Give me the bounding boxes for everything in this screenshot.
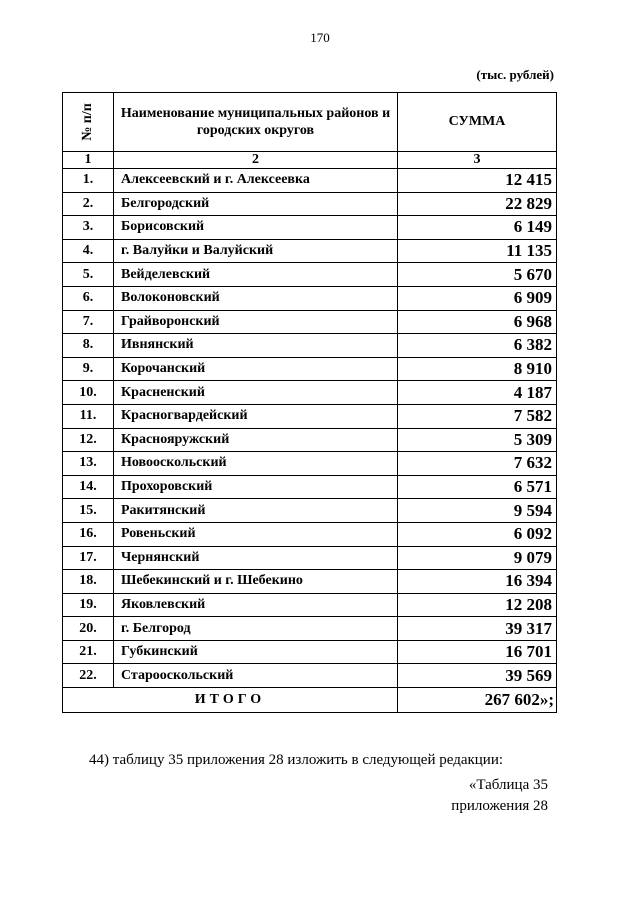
row-number: 15. bbox=[63, 499, 114, 523]
row-number: 5. bbox=[63, 263, 114, 287]
row-name: Шебекинский и г. Шебекино bbox=[114, 570, 398, 594]
row-number: 8. bbox=[63, 334, 114, 358]
row-number: 6. bbox=[63, 286, 114, 310]
row-name: г. Белгород bbox=[114, 617, 398, 641]
row-sum: 5 670 bbox=[398, 263, 557, 287]
table-row bbox=[63, 357, 557, 381]
row-sum: 39 317 bbox=[398, 617, 557, 641]
row-number: 12. bbox=[63, 428, 114, 452]
row-sum: 8 910 bbox=[398, 357, 557, 381]
table-row bbox=[63, 593, 557, 617]
row-number: 4. bbox=[63, 239, 114, 263]
table-row bbox=[63, 617, 557, 641]
row-name: Грайворонский bbox=[114, 310, 398, 334]
total-sum: 267 602»; bbox=[398, 688, 557, 713]
row-name: Краснояружский bbox=[114, 428, 398, 452]
column-number: 3 bbox=[398, 152, 557, 169]
header-name: Наименование муниципальных районов и городских округов bbox=[114, 93, 398, 152]
row-sum: 39 569 bbox=[398, 664, 557, 688]
table-row bbox=[63, 664, 557, 688]
row-sum: 5 309 bbox=[398, 428, 557, 452]
row-number: 22. bbox=[63, 664, 114, 688]
row-name: Красногвардейский bbox=[114, 404, 398, 428]
row-name: Ракитянский bbox=[114, 499, 398, 523]
row-name: Ровеньский bbox=[114, 522, 398, 546]
row-number: 18. bbox=[63, 570, 114, 594]
row-sum: 6 909 bbox=[398, 286, 557, 310]
header-sum: СУММА bbox=[398, 93, 557, 152]
row-number: 20. bbox=[63, 617, 114, 641]
row-name: г. Валуйки и Валуйский bbox=[114, 239, 398, 263]
row-name: Борисовский bbox=[114, 216, 398, 240]
row-sum: 16 701 bbox=[398, 640, 557, 664]
row-name: Алексеевский и г. Алексеевка bbox=[114, 169, 398, 193]
table-row bbox=[63, 570, 557, 594]
row-sum: 16 394 bbox=[398, 570, 557, 594]
row-number: 11. bbox=[63, 404, 114, 428]
row-number: 3. bbox=[63, 216, 114, 240]
header-number bbox=[63, 93, 114, 152]
table-row bbox=[63, 428, 557, 452]
table-row bbox=[63, 381, 557, 405]
row-number: 21. bbox=[63, 640, 114, 664]
column-number: 1 bbox=[63, 152, 114, 169]
column-number-row bbox=[63, 152, 557, 169]
row-number: 2. bbox=[63, 192, 114, 216]
row-sum: 6 149 bbox=[398, 216, 557, 240]
row-name: Ивнянский bbox=[114, 334, 398, 358]
row-number: 16. bbox=[63, 522, 114, 546]
total-row bbox=[63, 688, 557, 713]
row-sum: 22 829 bbox=[398, 192, 557, 216]
row-number: 17. bbox=[63, 546, 114, 570]
row-sum: 9 079 bbox=[398, 546, 557, 570]
table-reference-line: приложения 28 bbox=[451, 798, 548, 814]
row-number: 10. bbox=[63, 381, 114, 405]
instruction-text: 44) таблицу 35 приложения 28 изложить в следующей редакции: bbox=[89, 752, 504, 768]
total-label: ИТОГО bbox=[63, 688, 398, 713]
row-name: Корочанский bbox=[114, 357, 398, 381]
row-name: Волоконовский bbox=[114, 286, 398, 310]
table-row bbox=[63, 334, 557, 358]
row-number: 9. bbox=[63, 357, 114, 381]
table-reference bbox=[451, 775, 548, 817]
row-name: Губкинский bbox=[114, 640, 398, 664]
header-number-label: № п/п bbox=[80, 103, 95, 141]
row-name: Новооскольский bbox=[114, 452, 398, 476]
row-name: Старооскольский bbox=[114, 664, 398, 688]
row-number: 13. bbox=[63, 452, 114, 476]
table-row bbox=[63, 169, 557, 193]
row-name: Красненский bbox=[114, 381, 398, 405]
row-sum: 4 187 bbox=[398, 381, 557, 405]
row-sum: 9 594 bbox=[398, 499, 557, 523]
table-row bbox=[63, 475, 557, 499]
table-row bbox=[63, 546, 557, 570]
row-sum: 12 415 bbox=[398, 169, 557, 193]
table-row bbox=[63, 404, 557, 428]
table-row bbox=[63, 499, 557, 523]
table-row bbox=[63, 452, 557, 476]
row-sum: 6 571 bbox=[398, 475, 557, 499]
table-row bbox=[63, 310, 557, 334]
row-name: Яковлевский bbox=[114, 593, 398, 617]
row-name: Чернянский bbox=[114, 546, 398, 570]
row-number: 19. bbox=[63, 593, 114, 617]
budget-table bbox=[62, 92, 557, 713]
page-number: 170 bbox=[310, 30, 330, 45]
row-name: Белгородский bbox=[114, 192, 398, 216]
table-row bbox=[63, 263, 557, 287]
column-number: 2 bbox=[114, 152, 398, 169]
units-label: (тыс. рублей) bbox=[476, 67, 554, 82]
row-sum: 7 632 bbox=[398, 452, 557, 476]
table-row bbox=[63, 286, 557, 310]
row-sum: 6 968 bbox=[398, 310, 557, 334]
table-row bbox=[63, 522, 557, 546]
row-number: 7. bbox=[63, 310, 114, 334]
row-sum: 6 382 bbox=[398, 334, 557, 358]
row-number: 1. bbox=[63, 169, 114, 193]
row-sum: 12 208 bbox=[398, 593, 557, 617]
table-header-row bbox=[63, 93, 557, 152]
table-body bbox=[63, 169, 557, 688]
row-sum: 11 135 bbox=[398, 239, 557, 263]
table-row bbox=[63, 192, 557, 216]
row-name: Прохоровский bbox=[114, 475, 398, 499]
row-sum: 7 582 bbox=[398, 404, 557, 428]
table-row bbox=[63, 640, 557, 664]
table-reference-line: «Таблица 35 bbox=[468, 777, 548, 793]
table-row bbox=[63, 216, 557, 240]
table-row bbox=[63, 239, 557, 263]
row-sum: 6 092 bbox=[398, 522, 557, 546]
row-name: Вейделевский bbox=[114, 263, 398, 287]
row-number: 14. bbox=[63, 475, 114, 499]
